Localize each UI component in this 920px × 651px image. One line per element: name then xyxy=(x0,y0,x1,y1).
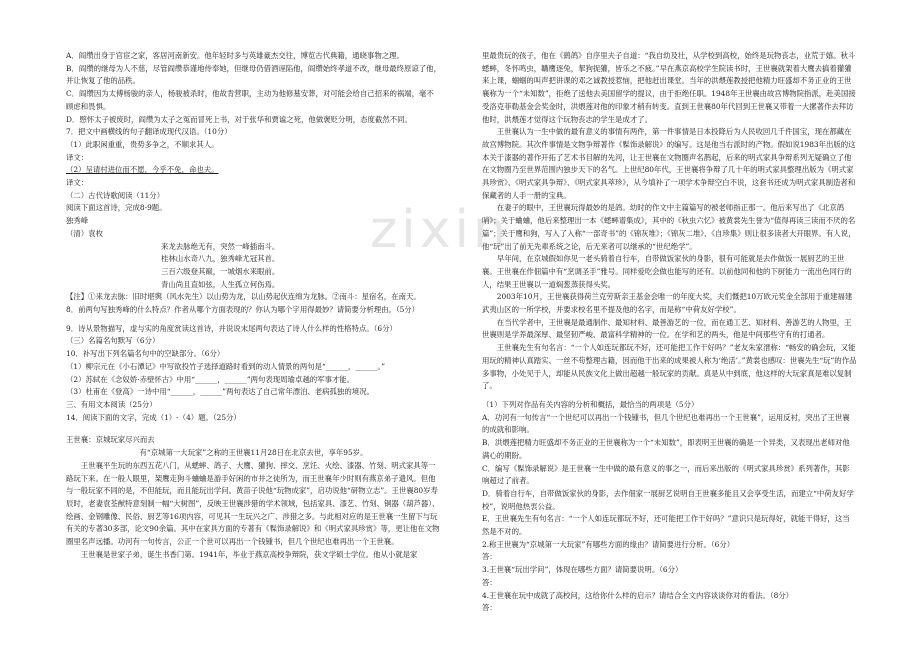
option-d: D．愍怀太子被废时，阎缵为太子之冤而冒死上书，对于张华和贾谧之死，他做褒贬分明，态度截然不同。 xyxy=(66,114,412,124)
choice-b: B．洪煨莲把精力旺盛却不务正业的王世襄称为一个“未知数”，即表明王世襄的确是一个异类，又表现出老师对他满心的期盼。 xyxy=(482,438,850,460)
watermark: zixin xyxy=(370,200,510,260)
article-title: 王世襄：京城玩家尽兴而去 xyxy=(66,435,155,445)
answer-label: 答： xyxy=(482,603,497,613)
question-10-3: （3）杜甫在《登高》一诗中用“______，______”两句表达了自己常年漂泊、老病孤独的境况。 xyxy=(66,387,374,397)
question-7-2: （2）呈请村进位而不愿，今乎不免，命也夫。 xyxy=(66,165,219,175)
article-paragraph: 里最贵玩的孩子，他在《鹞鸽》自序里夫子自道：“我自幼及壮，从学校到高校，始终是玩物丧志，业荒于嬉。秋斗蟋蟀，冬怀鸣虫，韝鹰逐兔，挈狗捉獾，皆乐之不疲。”早在燕京高校学生院读书时，王世襄就架着大鹰去搞着獾獾来上课，蝈蝈的叫声把讲课的邓之诚教授惹恼，把他赶出课堂。当年的洪煨莲教授把他精力旺盛却不务正业的王世襄称为一个“未知数”，拒绝了送他去美国留学的提议，由于拒绝任职。1948年王世襄由故宫博物院指派，赴美国接受洛克菲勒基金会奖金时，洪煨莲对他的印象才稍有转变。直到王世襄80年代回到王世襄又带着一大摞著作去拜访他时，洪煨莲才觉得这个玩物丧志的学生是成才了。 xyxy=(482,51,856,124)
right-column xyxy=(482,50,857,615)
option-a: A．阎缵出身于官宦之家，客居河南新安。他年轻时多与英雄豪杰交往，博览古代典籍，通晓事物之理。 xyxy=(66,51,404,60)
article-paragraph: 王世襄是世家子弟，诞生书香门第。1941年，毕业于燕京高校争辩院，获文学硕士学位。他从小就是家 xyxy=(80,549,418,559)
question-10-2: （2）苏轼在《念奴娇·赤壁怀古》中用“______，______”两句表现周瑜卓越的军事才能。 xyxy=(66,374,355,384)
article-paragraph: 在妻子的眼中，王世襄玩得最妙的是鸽。幼时的作文中主篇篇写的被老师指正那一。他后来写出了《北京鸽哨》；关于蛐蛐，他后来整理出一本《蟋蟀谱集成》，其中的《秋虫六忆》被黄裳先生誉为“值得再读三读而不厌的名篇”；关于鹰和狗，写入了入称“一部奇书”的《锦灰堆》；《锦灰二堆》、《自珍集》则让很多读者大开眼界。有人说，他“玩”出了前无先辈系统之论，后无来者可以继承的“世纪绝学”。 xyxy=(482,203,856,251)
option-c: C．阎缵因为太傅杨骏的亲人，杨骏被杀时，他故肯营职，主动为他修墓安葬，对可能会给自己招来的祸端，毫不顾虑和畏惧。 xyxy=(66,89,434,111)
poem-line: 来龙去脉绝无有，突然一峰插南斗。 xyxy=(161,241,280,251)
choice-d: D．骑着自行车，自带做饭家伙的身影，去作佃家一展厨艺说明自王世襄多能且又会享受生活，而建立“中荷友好学校”，说明他热衷公益。 xyxy=(482,488,854,511)
translation-label-2: 译文： xyxy=(66,178,89,188)
question-14: 14．阅读下面的文字，完成（1）-（4）题。（25分） xyxy=(66,412,241,422)
choice-a: A．功河有一句传言“一个世纪可以再出一个钱锺书，但几个世纪也难再出一个王世襄”，运用反衬，突出了王世襄的成就和影响。 xyxy=(482,412,850,435)
article-paragraph: 王世襄先生有句名言：“一个人如连玩都玩不好，还可能把工作干好吗？”老友朱家溍称：“畅安的确会玩，又能用玩的精神认真踏实、一丝不苟整理古籍，因而他干出来的成果被人称为‘绝活’。”黄裳也感叹：世襄先生“玩”的作品多事物，小处见于人，却能从民族文化上做出超越一般玩家的贡献。真是从中到底，他这样的大玩家真是难以复制了。 xyxy=(482,343,857,391)
poem-title: 独秀峰 xyxy=(66,216,89,226)
question-10: 10．补写出下列名篇名句中的空缺部分。（6分） xyxy=(66,349,225,359)
question-9: 9．诗从景物描写，虚与实的角度赏读这首诗，并说说末尾两句表达了诗人什么样的性格特点。（6分） xyxy=(66,323,397,333)
article-paragraph: 2003年10月，王世襄获得荷兰克劳斯亲王基金会唯一的年度大奖，夫们慨把10万欧元奖金全部用于重建福建武夷山区的一所学校，并要求校名里不提及他的名字，而是称“中荷友好学校”。 xyxy=(482,292,853,315)
poem-line: 三百六级登其巅，一城烟水来眼前。 xyxy=(161,266,280,276)
poem-intro: 阅读下面这首诗，完成8-9题。 xyxy=(66,203,167,213)
question-7-1: （1）此职闲重重，贵势多争之，不顺求其人。 xyxy=(66,139,219,149)
left-column xyxy=(66,50,441,561)
article-paragraph: 早年间，在京城假如你见一老头骑着自行车，自带做饭家伙的身影，很有可能就是去作做饭一展厨艺的王世襄。王世襄在作佃篇中有“烹调圣手”雅号。同样爱吃会做也能写的还有。以前他同和他的下厨能力一流出色同行的人，结果王世襄以一道焖葱蒸获得头奖。 xyxy=(482,254,852,289)
poem-line: 桂林山水奇八九，独秀峰尤冠其首。 xyxy=(161,254,280,264)
answer-label: 答： xyxy=(482,552,497,562)
section-poetry-heading: （二）古代诗歌阅读（11分） xyxy=(66,190,165,200)
section-dictation-heading: （三）名篇名句默写（6分） xyxy=(66,336,160,346)
choice-e: E．王世襄先生有句名言：“一个人如连玩都玩不好，还可能把工作干好吗？”意识只是玩得好，就能干得好，这当然是不对的。 xyxy=(482,514,850,537)
translation-label-1: 译文： xyxy=(66,152,89,162)
answer-label: 答： xyxy=(482,577,497,587)
article-paragraph: 王世襄认为一生中做的最有意义的事情有两件，第一件事情是日本投降后为人民收回几千件国宝，现在都藏在故宫博物院。其次件事情是文物争辩著作《髹饰录解说》的编写。这是他当右派时的产物。假如说1983年出版的这本关于漆器的著作开拓了艺术书目解的先河，让王世襄在文物圈声名鹊起，后来的明式家具争辩系列无疑确立了他在文物圈乃至世界范围内独步天下的名气。上世纪80年代，王世襄将争辩了几十年的明式家具整理出版为《明式家具珍赏》、《明式家具争辩》、《明式家具萃珍》，从今填补了一项学术争辩空白不说，这套书还成为明式家具制造者和保藏者的人手一册的宝典。 xyxy=(482,127,856,200)
option-b: B．阎缵的继母为人不慈，尽管阎缵恭谨地侍奉她，但继母仍借酒诬陷他，阎缵始终孝道不改，继母最终原谅了他，并让恢复了他的品秩。 xyxy=(66,63,441,86)
question-10-1: （1）柳宗元在《小石潭记》中写欲投竹子选择道路时看到的动人情景的两句是“______，______。” xyxy=(66,361,385,371)
poem-note: 【注】①来龙去脉：旧时堪舆（风水先生）以山势为龙，以山势起伏连绵为龙脉。②南斗：星宿名，在南天。 xyxy=(66,292,421,302)
poem-author: （清）袁枚 xyxy=(66,228,103,238)
section-practical-heading: 三、有用文本阅读（25分） xyxy=(66,399,157,409)
sub-question-4: 4.王世襄在玩中成就了高校问，这给你什么样的启示？请结合全文内容谈谈你对的看法。（8分） xyxy=(482,590,794,600)
article-paragraph: 在当代学者中，王世襄是最通制作、最知材料、最善游艺的一位，而在通工艺、知材料、善游艺的人物里，王世襄则是学养最深厚、最坚韧严峻、最富科学精神的一位。在学和艺的两头，他是中间那些守有的打通者。 xyxy=(482,317,852,340)
choice-c: C．编写《髹饰录解说》是王世襄一生中做的最有意义的事之一，而后来出版的《明式家具珍赏》系列著作，其影响超过了前者。 xyxy=(482,463,850,486)
article-lead: 有“京城第一大玩家”之称的王世襄11月28日在北京去世，享年95岁。 xyxy=(139,448,368,458)
poem-line: 青山尚且直如弦，人生孤立何伤焉。 xyxy=(161,279,280,289)
sub-question-3: 3.王世襄“玩出学问”，体现在哪些方面？请简要说明。（6分） xyxy=(482,565,683,575)
question-7: 7．把文中画横线的句子翻译成现代汉语。（10分） xyxy=(66,127,232,137)
spacer xyxy=(66,424,441,430)
article-paragraph: 王世襄平生玩的东西五花八门，从蟋蟀、鸽子、大鹰、獾狗、摔交、烹饪、火绘、漆器、竹刻、明式家具等一路玩下来。在一般人眼里，架鹰走狗斗蛐蛐是游手好闲的市井之徒所为，而王世襄年少时则有燕京弟子遗风。但他与一般玩家不同的是，不但能玩，而且能玩出学问。黄苗子说他“玩物成家”，启功说他“研物立志”。王世襄80岁寿辰时，老妻袁荃猷特意刻制一幅“大树图”，反映王世襄涉猎的学术领域，包括家具、漆艺、竹刻、铜器（葫芦器）、绘画、金钢雕像、民俗、厨艺等16项内容，可见其一生玩兴之广、涉猎之多。与此相对应的是王世襄一生留下与玩有关的专著30多部，论文90余篇。其中在家具方面的专著有《髹饰录解说》和《明式家具珍赏》等，更让他在文物圈里名声远播。功河有一句传言，公正一个世可以再出一个钱锺书，但几个世纪也难再出一个王世襄。 xyxy=(66,460,440,547)
sub-question-2: 2.称王世襄为“京城第一大玩家”有哪些方面的缘由？请简要进行分析。（6分） xyxy=(482,539,735,549)
sub-question-1: （1）下列对作品有关内容的分析和概括，最恰当的两项是（5分） xyxy=(482,399,699,409)
question-8: 8．前两句写独秀峰的什么特点？作者从哪个方面表现的？你认为哪个字用得最妙？请简要分析理由。（5分） xyxy=(66,305,420,315)
